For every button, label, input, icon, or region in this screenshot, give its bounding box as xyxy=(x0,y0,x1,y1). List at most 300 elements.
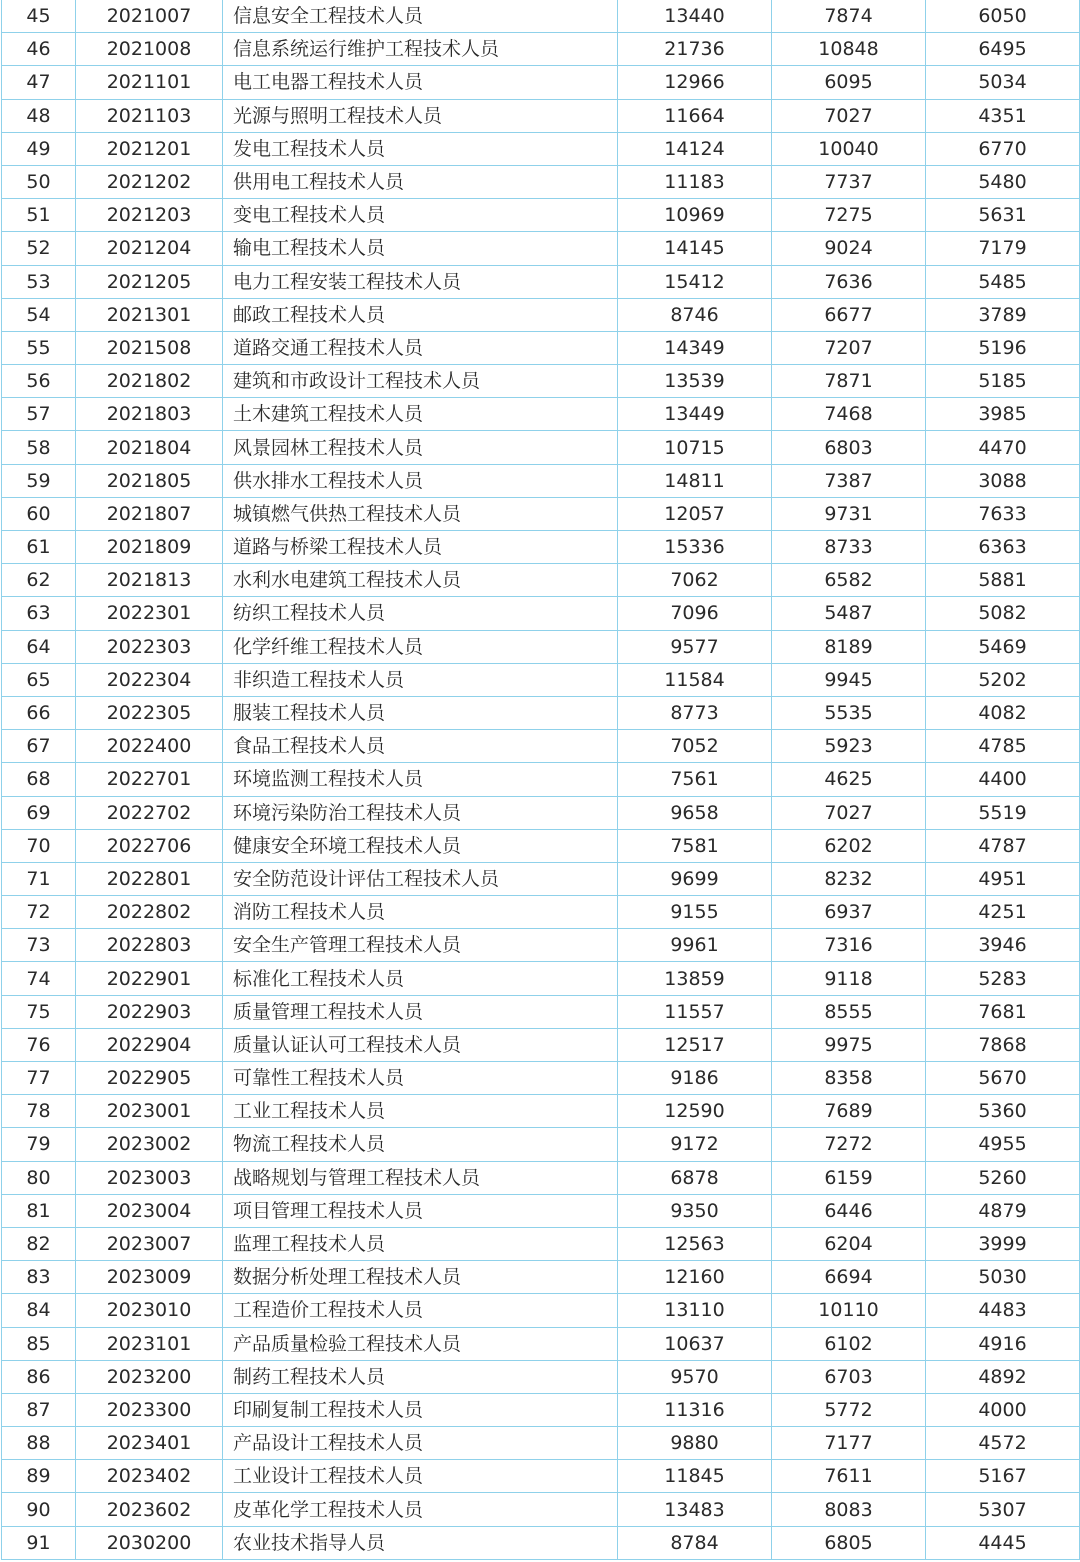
value-col-3: 5030 xyxy=(926,1261,1080,1294)
value-col-2: 7737 xyxy=(772,165,926,198)
occupation-name: 质量管理工程技术人员 xyxy=(223,995,618,1028)
occupation-code: 2021103 xyxy=(76,99,223,132)
occupation-code: 2023402 xyxy=(76,1460,223,1493)
row-index: 69 xyxy=(2,796,76,829)
occupation-name: 安全生产管理工程技术人员 xyxy=(223,929,618,962)
table-row xyxy=(2,1161,1080,1194)
occupation-code: 2021804 xyxy=(76,431,223,464)
occupation-code: 2023007 xyxy=(76,1227,223,1260)
value-col-3: 4000 xyxy=(926,1393,1080,1426)
table-row xyxy=(2,796,1080,829)
value-col-1: 13859 xyxy=(618,962,772,995)
value-col-1: 9155 xyxy=(618,896,772,929)
value-col-1: 9961 xyxy=(618,929,772,962)
value-col-2: 7468 xyxy=(772,398,926,431)
value-col-1: 13483 xyxy=(618,1493,772,1526)
row-index: 88 xyxy=(2,1427,76,1460)
occupation-code: 2022901 xyxy=(76,962,223,995)
occupation-code: 2021802 xyxy=(76,365,223,398)
value-col-3: 4470 xyxy=(926,431,1080,464)
table-row xyxy=(2,862,1080,895)
occupation-code: 2022305 xyxy=(76,696,223,729)
occupation-name: 消防工程技术人员 xyxy=(223,896,618,929)
value-col-2: 8733 xyxy=(772,531,926,564)
row-index: 74 xyxy=(2,962,76,995)
table-row xyxy=(2,331,1080,364)
occupation-code: 2023101 xyxy=(76,1327,223,1360)
occupation-name: 工业设计工程技术人员 xyxy=(223,1460,618,1493)
value-col-1: 21736 xyxy=(618,33,772,66)
value-col-2: 8189 xyxy=(772,630,926,663)
value-col-3: 5881 xyxy=(926,564,1080,597)
row-index: 80 xyxy=(2,1161,76,1194)
value-col-3: 4483 xyxy=(926,1294,1080,1327)
value-col-1: 11557 xyxy=(618,995,772,1028)
occupation-code: 2021813 xyxy=(76,564,223,597)
table-row xyxy=(2,1194,1080,1227)
value-col-1: 8773 xyxy=(618,696,772,729)
row-index: 66 xyxy=(2,696,76,729)
table-row xyxy=(2,1360,1080,1393)
table-row xyxy=(2,398,1080,431)
occupation-code: 2022706 xyxy=(76,829,223,862)
occupation-name: 战略规划与管理工程技术人员 xyxy=(223,1161,618,1194)
value-col-1: 9350 xyxy=(618,1194,772,1227)
occupation-code: 2021007 xyxy=(76,0,223,33)
row-index: 89 xyxy=(2,1460,76,1493)
table-row xyxy=(2,365,1080,398)
table-row xyxy=(2,0,1080,33)
occupation-name: 质量认证认可工程技术人员 xyxy=(223,1028,618,1061)
occupation-code: 2022905 xyxy=(76,1062,223,1095)
row-index: 63 xyxy=(2,597,76,630)
table-row xyxy=(2,497,1080,530)
value-col-2: 7027 xyxy=(772,99,926,132)
value-col-1: 11584 xyxy=(618,663,772,696)
row-index: 53 xyxy=(2,265,76,298)
table-row xyxy=(2,1028,1080,1061)
value-col-2: 6159 xyxy=(772,1161,926,1194)
value-col-2: 7207 xyxy=(772,331,926,364)
occupation-name: 服装工程技术人员 xyxy=(223,696,618,729)
value-col-2: 9118 xyxy=(772,962,926,995)
occupation-code: 2021202 xyxy=(76,165,223,198)
value-col-3: 5519 xyxy=(926,796,1080,829)
value-col-3: 3946 xyxy=(926,929,1080,962)
occupation-name: 纺织工程技术人员 xyxy=(223,597,618,630)
value-col-2: 5923 xyxy=(772,730,926,763)
occupation-name: 建筑和市政设计工程技术人员 xyxy=(223,365,618,398)
row-index: 54 xyxy=(2,298,76,331)
occupation-name: 道路交通工程技术人员 xyxy=(223,331,618,364)
table-row xyxy=(2,1261,1080,1294)
row-index: 62 xyxy=(2,564,76,597)
occupation-code: 2023003 xyxy=(76,1161,223,1194)
value-col-1: 12563 xyxy=(618,1227,772,1260)
value-col-3: 4916 xyxy=(926,1327,1080,1360)
occupation-name: 水利水电建筑工程技术人员 xyxy=(223,564,618,597)
occupation-name: 土木建筑工程技术人员 xyxy=(223,398,618,431)
occupation-name: 道路与桥梁工程技术人员 xyxy=(223,531,618,564)
table-row xyxy=(2,696,1080,729)
table-body xyxy=(2,0,1080,1559)
occupation-name: 农业技术指导人员 xyxy=(223,1526,618,1559)
value-col-2: 8083 xyxy=(772,1493,926,1526)
value-col-3: 7868 xyxy=(926,1028,1080,1061)
row-index: 83 xyxy=(2,1261,76,1294)
row-index: 60 xyxy=(2,497,76,530)
value-col-2: 7387 xyxy=(772,464,926,497)
row-index: 55 xyxy=(2,331,76,364)
value-col-1: 14145 xyxy=(618,232,772,265)
value-col-1: 9172 xyxy=(618,1128,772,1161)
value-col-1: 9186 xyxy=(618,1062,772,1095)
row-index: 86 xyxy=(2,1360,76,1393)
value-col-1: 9577 xyxy=(618,630,772,663)
occupation-name: 发电工程技术人员 xyxy=(223,132,618,165)
occupation-name: 城镇燃气供热工程技术人员 xyxy=(223,497,618,530)
occupation-code: 2022303 xyxy=(76,630,223,663)
occupation-code: 2023300 xyxy=(76,1393,223,1426)
row-index: 70 xyxy=(2,829,76,862)
row-index: 52 xyxy=(2,232,76,265)
row-index: 64 xyxy=(2,630,76,663)
row-index: 82 xyxy=(2,1227,76,1260)
value-col-1: 9880 xyxy=(618,1427,772,1460)
row-index: 87 xyxy=(2,1393,76,1426)
value-col-2: 4625 xyxy=(772,763,926,796)
occupation-code: 2021807 xyxy=(76,497,223,530)
occupation-code: 2022801 xyxy=(76,862,223,895)
occupation-name: 可靠性工程技术人员 xyxy=(223,1062,618,1095)
occupation-name: 健康安全环境工程技术人员 xyxy=(223,829,618,862)
occupation-code: 2023010 xyxy=(76,1294,223,1327)
table-row xyxy=(2,1062,1080,1095)
value-col-2: 10848 xyxy=(772,33,926,66)
occupation-code: 2023200 xyxy=(76,1360,223,1393)
row-index: 84 xyxy=(2,1294,76,1327)
occupation-code: 2021101 xyxy=(76,66,223,99)
value-col-1: 7561 xyxy=(618,763,772,796)
table-row xyxy=(2,1327,1080,1360)
occupation-name: 产品质量检验工程技术人员 xyxy=(223,1327,618,1360)
table-row xyxy=(2,1460,1080,1493)
occupation-name: 电力工程安装工程技术人员 xyxy=(223,265,618,298)
occupation-name: 食品工程技术人员 xyxy=(223,730,618,763)
row-index: 72 xyxy=(2,896,76,929)
value-col-2: 7871 xyxy=(772,365,926,398)
row-index: 47 xyxy=(2,66,76,99)
value-col-1: 10715 xyxy=(618,431,772,464)
row-index: 56 xyxy=(2,365,76,398)
value-col-1: 9570 xyxy=(618,1360,772,1393)
row-index: 65 xyxy=(2,663,76,696)
occupation-name: 物流工程技术人员 xyxy=(223,1128,618,1161)
table-row xyxy=(2,199,1080,232)
table-row xyxy=(2,1095,1080,1128)
table-row xyxy=(2,298,1080,331)
value-col-2: 5535 xyxy=(772,696,926,729)
value-col-3: 4572 xyxy=(926,1427,1080,1460)
value-col-2: 8555 xyxy=(772,995,926,1028)
table-row xyxy=(2,431,1080,464)
value-col-3: 7633 xyxy=(926,497,1080,530)
value-col-3: 4785 xyxy=(926,730,1080,763)
table-row xyxy=(2,730,1080,763)
table-row xyxy=(2,564,1080,597)
value-col-3: 3088 xyxy=(926,464,1080,497)
table-row xyxy=(2,1526,1080,1559)
value-col-3: 4251 xyxy=(926,896,1080,929)
table-row xyxy=(2,33,1080,66)
value-col-1: 8746 xyxy=(618,298,772,331)
value-col-3: 4787 xyxy=(926,829,1080,862)
value-col-1: 14349 xyxy=(618,331,772,364)
value-col-1: 7581 xyxy=(618,829,772,862)
value-col-3: 4892 xyxy=(926,1360,1080,1393)
occupation-code: 2021805 xyxy=(76,464,223,497)
row-index: 57 xyxy=(2,398,76,431)
value-col-3: 4082 xyxy=(926,696,1080,729)
value-col-3: 5034 xyxy=(926,66,1080,99)
table-row xyxy=(2,99,1080,132)
value-col-3: 4879 xyxy=(926,1194,1080,1227)
occupation-name: 变电工程技术人员 xyxy=(223,199,618,232)
value-col-3: 5260 xyxy=(926,1161,1080,1194)
occupation-name: 工程造价工程技术人员 xyxy=(223,1294,618,1327)
value-col-3: 6495 xyxy=(926,33,1080,66)
value-col-1: 7062 xyxy=(618,564,772,597)
occupation-name: 环境污染防治工程技术人员 xyxy=(223,796,618,829)
value-col-2: 7177 xyxy=(772,1427,926,1460)
table-row xyxy=(2,265,1080,298)
row-index: 67 xyxy=(2,730,76,763)
occupation-code: 2030200 xyxy=(76,1526,223,1559)
occupation-name: 安全防范设计评估工程技术人员 xyxy=(223,862,618,895)
table-row xyxy=(2,132,1080,165)
value-col-2: 7275 xyxy=(772,199,926,232)
value-col-3: 5196 xyxy=(926,331,1080,364)
value-col-2: 7689 xyxy=(772,1095,926,1128)
value-col-3: 5469 xyxy=(926,630,1080,663)
occupation-code: 2021203 xyxy=(76,199,223,232)
occupation-name: 风景园林工程技术人员 xyxy=(223,431,618,464)
value-col-3: 4951 xyxy=(926,862,1080,895)
occupation-name: 环境监测工程技术人员 xyxy=(223,763,618,796)
occupation-code: 2022802 xyxy=(76,896,223,929)
table-row xyxy=(2,66,1080,99)
value-col-3: 3789 xyxy=(926,298,1080,331)
occupation-name: 数据分析处理工程技术人员 xyxy=(223,1261,618,1294)
occupation-name: 制药工程技术人员 xyxy=(223,1360,618,1393)
value-col-2: 9975 xyxy=(772,1028,926,1061)
value-col-1: 12160 xyxy=(618,1261,772,1294)
occupation-code: 2021008 xyxy=(76,33,223,66)
value-col-1: 11316 xyxy=(618,1393,772,1426)
occupation-code: 2022904 xyxy=(76,1028,223,1061)
value-col-1: 15412 xyxy=(618,265,772,298)
value-col-1: 12966 xyxy=(618,66,772,99)
value-col-3: 4351 xyxy=(926,99,1080,132)
row-index: 78 xyxy=(2,1095,76,1128)
value-col-2: 6677 xyxy=(772,298,926,331)
row-index: 45 xyxy=(2,0,76,33)
occupation-code: 2021201 xyxy=(76,132,223,165)
value-col-3: 6050 xyxy=(926,0,1080,33)
row-index: 49 xyxy=(2,132,76,165)
value-col-3: 5631 xyxy=(926,199,1080,232)
value-col-2: 9731 xyxy=(772,497,926,530)
value-col-3: 3985 xyxy=(926,398,1080,431)
occupation-code: 2022301 xyxy=(76,597,223,630)
salary-table xyxy=(1,0,1080,1560)
value-col-1: 9658 xyxy=(618,796,772,829)
occupation-name: 产品设计工程技术人员 xyxy=(223,1427,618,1460)
value-col-2: 7272 xyxy=(772,1128,926,1161)
occupation-code: 2021205 xyxy=(76,265,223,298)
occupation-name: 化学纤维工程技术人员 xyxy=(223,630,618,663)
occupation-code: 2021803 xyxy=(76,398,223,431)
table-row xyxy=(2,597,1080,630)
occupation-name: 监理工程技术人员 xyxy=(223,1227,618,1260)
row-index: 91 xyxy=(2,1526,76,1559)
value-col-2: 6582 xyxy=(772,564,926,597)
table-row xyxy=(2,165,1080,198)
value-col-3: 5185 xyxy=(926,365,1080,398)
occupation-code: 2022903 xyxy=(76,995,223,1028)
row-index: 79 xyxy=(2,1128,76,1161)
row-index: 68 xyxy=(2,763,76,796)
value-col-2: 7027 xyxy=(772,796,926,829)
value-col-3: 5480 xyxy=(926,165,1080,198)
row-index: 81 xyxy=(2,1194,76,1227)
occupation-name: 信息安全工程技术人员 xyxy=(223,0,618,33)
value-col-1: 13539 xyxy=(618,365,772,398)
occupation-code: 2023001 xyxy=(76,1095,223,1128)
value-col-2: 6446 xyxy=(772,1194,926,1227)
occupation-name: 非织造工程技术人员 xyxy=(223,663,618,696)
value-col-1: 11845 xyxy=(618,1460,772,1493)
occupation-code: 2023401 xyxy=(76,1427,223,1460)
table-row xyxy=(2,531,1080,564)
value-col-2: 6204 xyxy=(772,1227,926,1260)
value-col-3: 5485 xyxy=(926,265,1080,298)
occupation-code: 2023002 xyxy=(76,1128,223,1161)
value-col-3: 4955 xyxy=(926,1128,1080,1161)
value-col-3: 5167 xyxy=(926,1460,1080,1493)
table-row xyxy=(2,630,1080,663)
table-row xyxy=(2,829,1080,862)
value-col-1: 7052 xyxy=(618,730,772,763)
occupation-name: 标准化工程技术人员 xyxy=(223,962,618,995)
row-index: 77 xyxy=(2,1062,76,1095)
value-col-2: 7874 xyxy=(772,0,926,33)
table-row xyxy=(2,962,1080,995)
table-row xyxy=(2,995,1080,1028)
table-row xyxy=(2,464,1080,497)
occupation-code: 2022803 xyxy=(76,929,223,962)
value-col-3: 5283 xyxy=(926,962,1080,995)
occupation-code: 2021809 xyxy=(76,531,223,564)
value-col-3: 4445 xyxy=(926,1526,1080,1559)
row-index: 46 xyxy=(2,33,76,66)
value-col-1: 12057 xyxy=(618,497,772,530)
occupation-code: 2022400 xyxy=(76,730,223,763)
table-row xyxy=(2,1427,1080,1460)
value-col-1: 11183 xyxy=(618,165,772,198)
row-index: 51 xyxy=(2,199,76,232)
row-index: 76 xyxy=(2,1028,76,1061)
value-col-2: 10110 xyxy=(772,1294,926,1327)
occupation-name: 邮政工程技术人员 xyxy=(223,298,618,331)
table-row xyxy=(2,763,1080,796)
value-col-2: 6937 xyxy=(772,896,926,929)
occupation-name: 光源与照明工程技术人员 xyxy=(223,99,618,132)
value-col-1: 12590 xyxy=(618,1095,772,1128)
table-row xyxy=(2,1294,1080,1327)
row-index: 59 xyxy=(2,464,76,497)
value-col-1: 7096 xyxy=(618,597,772,630)
occupation-code: 2022701 xyxy=(76,763,223,796)
row-index: 85 xyxy=(2,1327,76,1360)
value-col-1: 6878 xyxy=(618,1161,772,1194)
value-col-1: 8784 xyxy=(618,1526,772,1559)
occupation-code: 2023009 xyxy=(76,1261,223,1294)
value-col-3: 5202 xyxy=(926,663,1080,696)
row-index: 73 xyxy=(2,929,76,962)
occupation-code: 2022304 xyxy=(76,663,223,696)
value-col-2: 7636 xyxy=(772,265,926,298)
value-col-2: 6805 xyxy=(772,1526,926,1559)
value-col-2: 7611 xyxy=(772,1460,926,1493)
occupation-code: 2022702 xyxy=(76,796,223,829)
value-col-2: 9945 xyxy=(772,663,926,696)
value-col-2: 6102 xyxy=(772,1327,926,1360)
occupation-code: 2021204 xyxy=(76,232,223,265)
value-col-3: 5670 xyxy=(926,1062,1080,1095)
value-col-2: 6202 xyxy=(772,829,926,862)
table-row xyxy=(2,1493,1080,1526)
value-col-2: 5772 xyxy=(772,1393,926,1426)
occupation-code: 2023602 xyxy=(76,1493,223,1526)
occupation-name: 电工电器工程技术人员 xyxy=(223,66,618,99)
value-col-3: 3999 xyxy=(926,1227,1080,1260)
value-col-2: 6803 xyxy=(772,431,926,464)
value-col-2: 9024 xyxy=(772,232,926,265)
row-index: 61 xyxy=(2,531,76,564)
value-col-3: 7681 xyxy=(926,995,1080,1028)
value-col-3: 4400 xyxy=(926,763,1080,796)
occupation-name: 输电工程技术人员 xyxy=(223,232,618,265)
table-row xyxy=(2,1393,1080,1426)
table-row xyxy=(2,1227,1080,1260)
value-col-2: 8232 xyxy=(772,862,926,895)
value-col-1: 10637 xyxy=(618,1327,772,1360)
occupation-code: 2021508 xyxy=(76,331,223,364)
value-col-2: 7316 xyxy=(772,929,926,962)
value-col-3: 6363 xyxy=(926,531,1080,564)
occupation-name: 供用电工程技术人员 xyxy=(223,165,618,198)
value-col-3: 5360 xyxy=(926,1095,1080,1128)
occupation-code: 2023004 xyxy=(76,1194,223,1227)
table-row xyxy=(2,232,1080,265)
table-row xyxy=(2,929,1080,962)
value-col-2: 5487 xyxy=(772,597,926,630)
value-col-1: 13110 xyxy=(618,1294,772,1327)
value-col-2: 10040 xyxy=(772,132,926,165)
table-row xyxy=(2,663,1080,696)
value-col-3: 7179 xyxy=(926,232,1080,265)
